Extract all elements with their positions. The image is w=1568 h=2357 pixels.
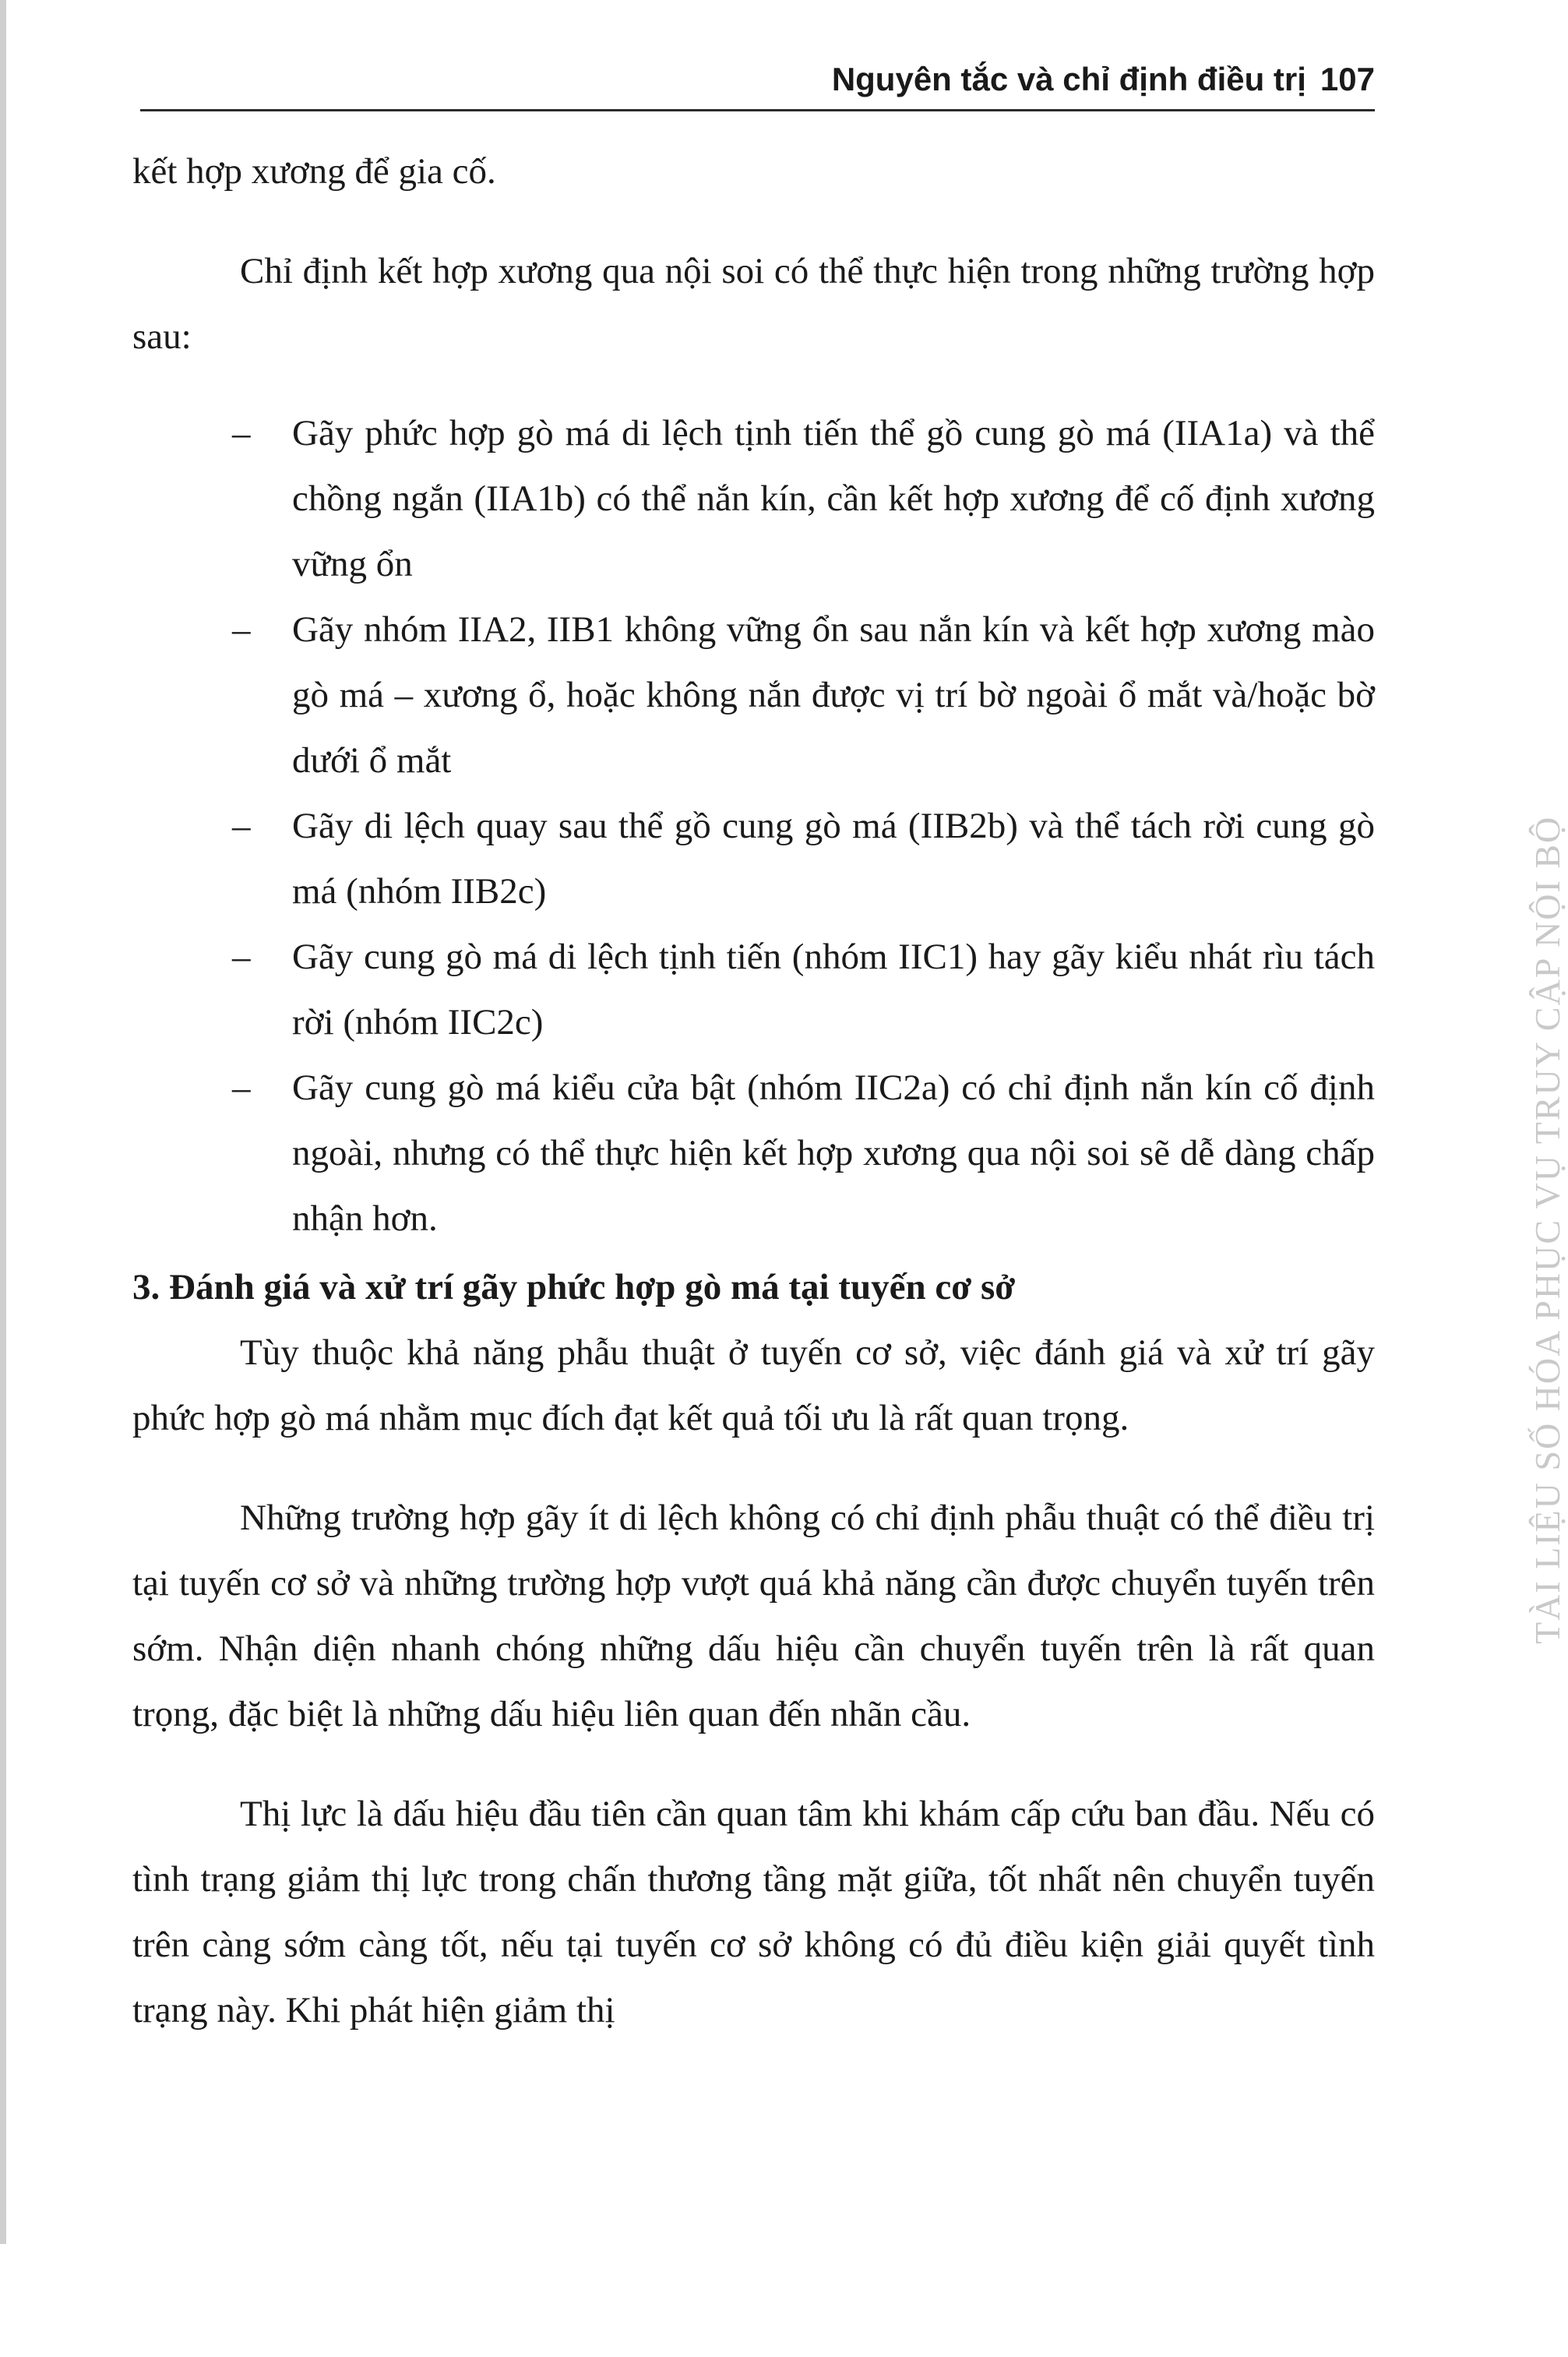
paragraph-indication-intro: Chỉ định kết hợp xương qua nội soi có thể thực hiện trong những trường hợp sau:: [132, 251, 1375, 357]
list-item-text: Gãy nhóm IIA2, IIB1 không vững ổn sau nắn kín và kết hợp xương mào gò má – xương ổ, hoặc không nắn được vị trí bờ ngoài ổ mắt và/hoặc bờ dưới ổ mắt: [292, 609, 1375, 781]
section-heading: 3. Đánh giá và xử trí gãy phức hợp gò má tại tuyến cơ sở: [132, 1267, 1016, 1307]
page-binding-edge: [0, 0, 6, 2244]
paragraph-continuation: kết hợp xương để gia cố.: [132, 151, 496, 192]
list-item-text: Gãy phức hợp gò má di lệch tịnh tiến thể gồ cung gò má (IIA1a) và thể chồng ngắn (IIA1b) có thể nắn kín, cần kết hợp xương để cố định xương vững ổn: [292, 413, 1375, 584]
paragraph-referral: Những trường hợp gãy ít di lệch không có chỉ định phẫu thuật có thể điều trị tại tuyến cơ sở và những trường hợp vượt quá khả năng cần được chuyển tuyến trên sớm. Nhận diện nhanh chóng những dấu hiệu cần chuyển tuyến trên là rất quan trọng, đặc biệt là những dấu hiệu liên quan đến nhãn cầu.: [132, 1498, 1375, 1734]
paragraph-capability: Tùy thuộc khả năng phẫu thuật ở tuyến cơ sở, việc đánh giá và xử trí gãy phức hợp gò má nhằm mục đích đạt kết quả tối ưu là rất quan trọng.: [132, 1332, 1375, 1438]
running-title-text: Nguyên tắc và chỉ định điều trị: [831, 61, 1306, 97]
list-dash: –: [232, 413, 251, 453]
list-dash: –: [232, 609, 251, 650]
watermark: TÀI LIỆU SỐ HÓA PHỤC VỤ TRUY CẬP NỘI BỘ: [1527, 815, 1567, 1644]
list-item-text: Gãy di lệch quay sau thể gồ cung gò má (IIB2b) và thể tách rời cung gò má (nhóm IIB2c): [292, 806, 1375, 912]
list-item: [132, 597, 1375, 793]
list-item: [132, 1055, 1375, 1251]
list-item-text: Gãy cung gò má kiểu cửa bật (nhóm IIC2a) có chỉ định nắn kín cố định ngoài, nhưng có thể thực hiện kết hợp xương qua nội soi sẽ dễ dàng chấp nhận hơn.: [292, 1067, 1375, 1239]
running-title: [832, 56, 1375, 103]
page-header: [140, 56, 1375, 118]
list-dash: –: [232, 1067, 251, 1108]
list-item: [132, 793, 1375, 924]
list-item-text: Gãy cung gò má di lệch tịnh tiến (nhóm IIC1) hay gãy kiểu nhát rìu tách rời (nhóm IIC2c): [292, 937, 1375, 1043]
page-body: [132, 139, 1375, 2043]
indication-list: [132, 400, 1375, 1251]
list-item: [132, 400, 1375, 597]
list-dash: –: [232, 937, 251, 977]
list-dash: –: [232, 806, 251, 846]
page-number: 107: [1320, 61, 1375, 97]
header-rule: [140, 109, 1375, 111]
list-item: [132, 924, 1375, 1055]
paragraph-visual-acuity: Thị lực là dấu hiệu đầu tiên cần quan tâm khi khám cấp cứu ban đầu. Nếu có tình trạng giảm thị lực trong chấn thương tầng mặt giữa, tốt nhất nên chuyển tuyến trên càng sớm càng tốt, nếu tại tuyến cơ sở không có đủ điều kiện giải quyết tình trạng này. Khi phát hiện giảm thị: [132, 1794, 1375, 2031]
